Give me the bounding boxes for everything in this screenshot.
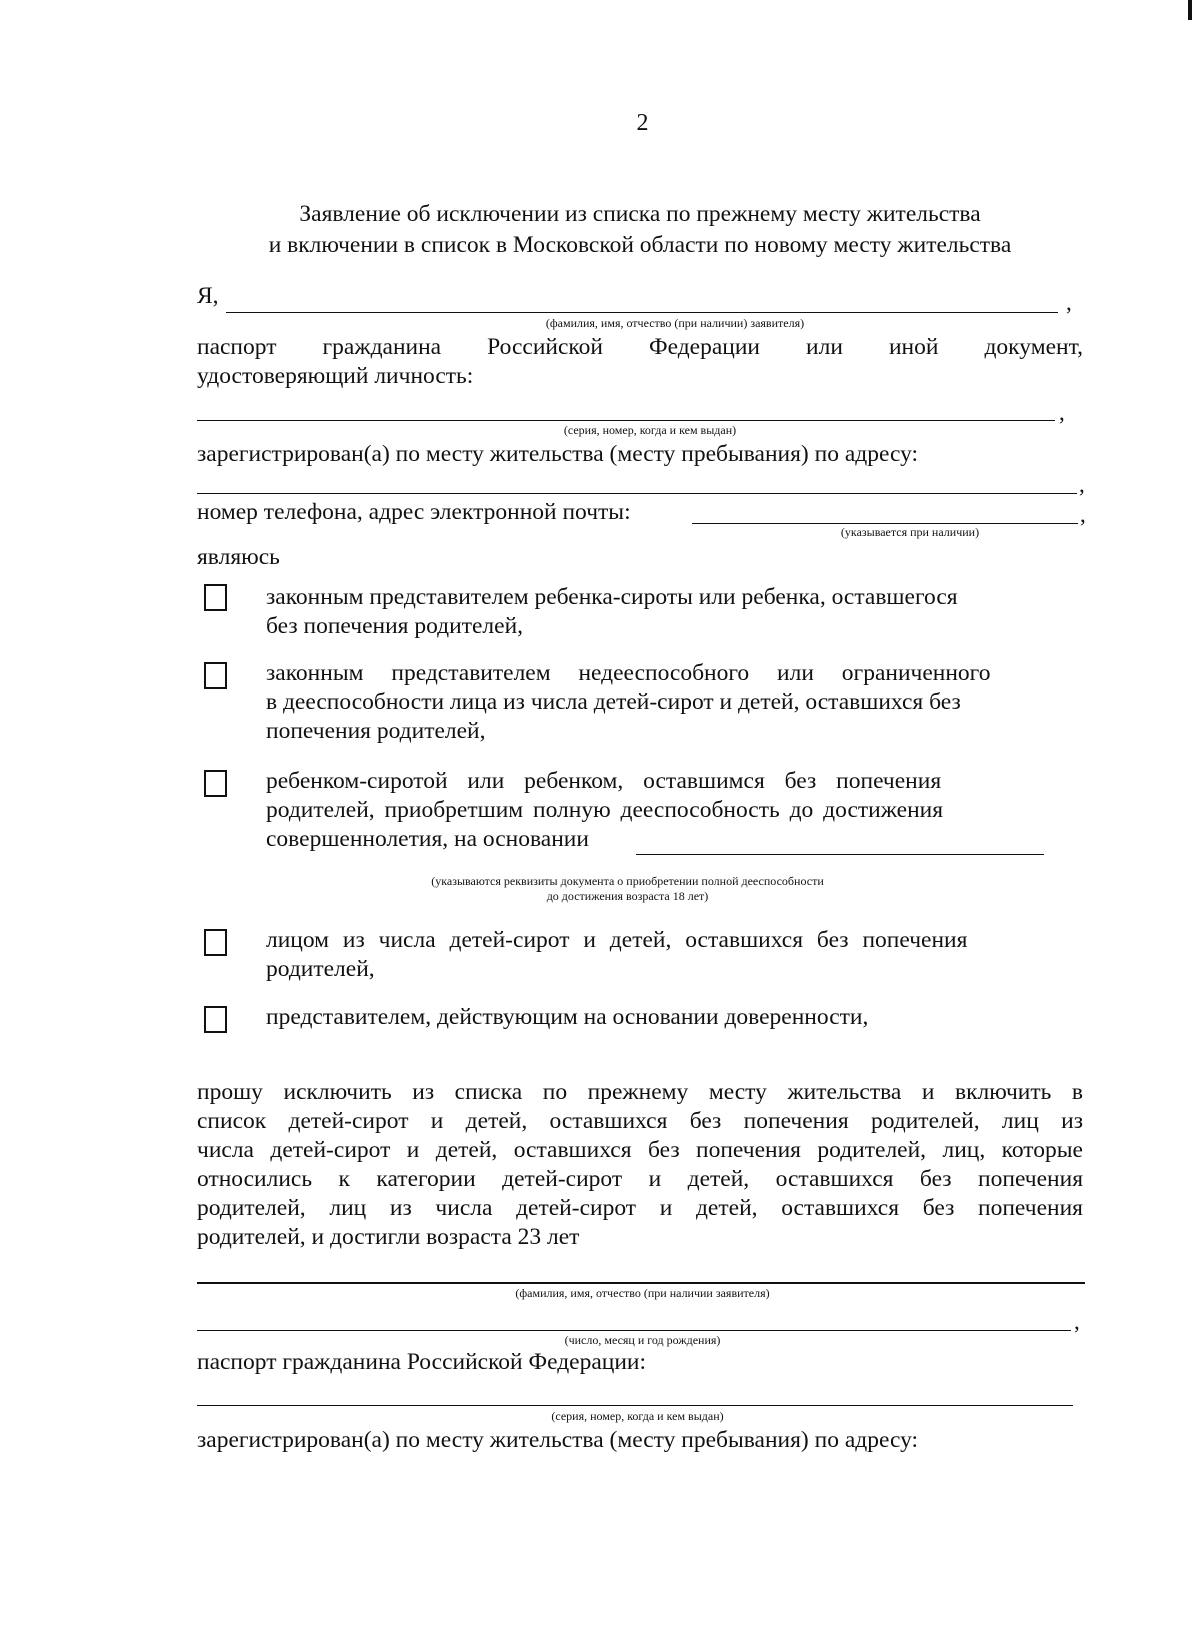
child-name-field[interactable]: [197, 1282, 1085, 1284]
option-text-line: ребенком-сиротой или ребенком, оставшимся без попечения: [266, 768, 942, 794]
birth-date-field[interactable]: [197, 1330, 1071, 1331]
child-passport-label: паспорт гражданина Российской Федерации:: [197, 1349, 647, 1375]
option-text-line: [266, 660, 1050, 687]
applicant-prefix: Я,: [197, 283, 219, 309]
option-text-line: попечения родителей,: [266, 718, 486, 744]
basis-caption-line-2: до достижения возраста 18 лет): [546, 889, 709, 903]
request-line: список детей-сирот и детей, оставшихся без попечения родителей, лиц из: [197, 1108, 1083, 1134]
comma: ,: [1066, 290, 1072, 315]
contact-caption: (указывается при наличии): [840, 525, 980, 539]
option-checkbox[interactable]: [204, 662, 227, 689]
comma: ,: [1074, 1309, 1080, 1334]
applicant-name-caption: (фамилия, имя, отчество (при наличии) заявителя): [545, 316, 805, 330]
document-title-line-2: и включении в список в Московской области по новому месту жительства: [268, 232, 1012, 258]
option-text-line: в дееспособности лица из числа детей-сирот и детей, оставшихся без: [266, 689, 961, 715]
option-text: законным представителем недееспособного или ограниченного: [266, 660, 991, 686]
option-checkbox[interactable]: [204, 1006, 227, 1033]
word: или: [806, 334, 843, 360]
word: Российской: [487, 334, 603, 360]
option-checkbox[interactable]: [204, 929, 227, 956]
word: Федерации: [649, 334, 760, 360]
word: иной: [888, 334, 939, 360]
birth-date-caption: (число, месяц и год рождения): [564, 1333, 721, 1347]
option-text-line: родителей,: [266, 956, 375, 982]
passport-line-1: [197, 334, 1083, 361]
child-passport-caption: (серия, номер, когда и кем выдан): [551, 1409, 724, 1423]
request-line: числа детей-сирот и детей, оставшихся без попечения родителей, лиц, которые: [197, 1137, 1083, 1163]
comma: ,: [1079, 472, 1085, 497]
document-title-line-1: Заявление об исключении из списка по прежнему месту жительства: [299, 201, 981, 227]
contact-field[interactable]: [692, 523, 1078, 524]
option-text-line: совершеннолетия, на основании: [266, 826, 589, 852]
word: гражданина: [322, 334, 442, 360]
passport-line-2: удостоверяющий личность:: [197, 363, 474, 389]
child-name-caption: (фамилия, имя, отчество (при наличии заявителя): [515, 1286, 770, 1300]
being-label: являюсь: [197, 544, 280, 570]
child-passport-field[interactable]: [197, 1405, 1073, 1406]
passport-field[interactable]: [197, 420, 1055, 421]
child-registered-label: зарегистрирован(а) по месту жительства (месту пребывания) по адресу:: [197, 1427, 919, 1453]
option-text-line: родителей, приобретшим полную дееспособность до достижения: [266, 797, 944, 823]
word: документ,: [984, 334, 1083, 360]
request-line: прошу исключить из списка по прежнему месту жительства и включить в: [197, 1079, 1083, 1105]
request-line: относились к категории детей-сирот и детей, оставшихся без попечения: [197, 1166, 1083, 1192]
contact-label: номер телефона, адрес электронной почты:: [197, 499, 631, 525]
comma: ,: [1059, 400, 1065, 425]
page-number: 2: [636, 110, 649, 136]
option-checkbox[interactable]: [204, 584, 227, 611]
basis-caption-line-1: (указываются реквизиты документа о приобретении полной дееспособности: [431, 874, 824, 888]
option-checkbox[interactable]: [204, 770, 227, 797]
passport-caption: (серия, номер, когда и кем выдан): [563, 423, 737, 437]
option-text-line: без попечения родителей,: [266, 613, 524, 639]
request-line: родителей, и достигли возраста 23 лет: [197, 1224, 580, 1250]
address-field[interactable]: [197, 493, 1077, 494]
scan-edge-mark: [1188, 0, 1192, 20]
option-text-line: представителем, действующим на основании доверенности,: [266, 1004, 869, 1030]
registered-label: зарегистрирован(а) по месту жительства (месту пребывания) по адресу:: [197, 441, 919, 467]
option-text-line: лицом из числа детей-сирот и детей, оставшихся без попечения: [266, 927, 968, 953]
word: паспорт: [197, 334, 277, 360]
option-text-line: законным представителем ребенка-сироты или ребенка, оставшегося: [266, 584, 958, 610]
comma: ,: [1080, 502, 1086, 527]
applicant-name-field[interactable]: [226, 312, 1058, 313]
request-line: родителей, лиц из числа детей-сирот и детей, оставшихся без попечения: [197, 1195, 1083, 1221]
basis-document-field[interactable]: [636, 854, 1044, 855]
